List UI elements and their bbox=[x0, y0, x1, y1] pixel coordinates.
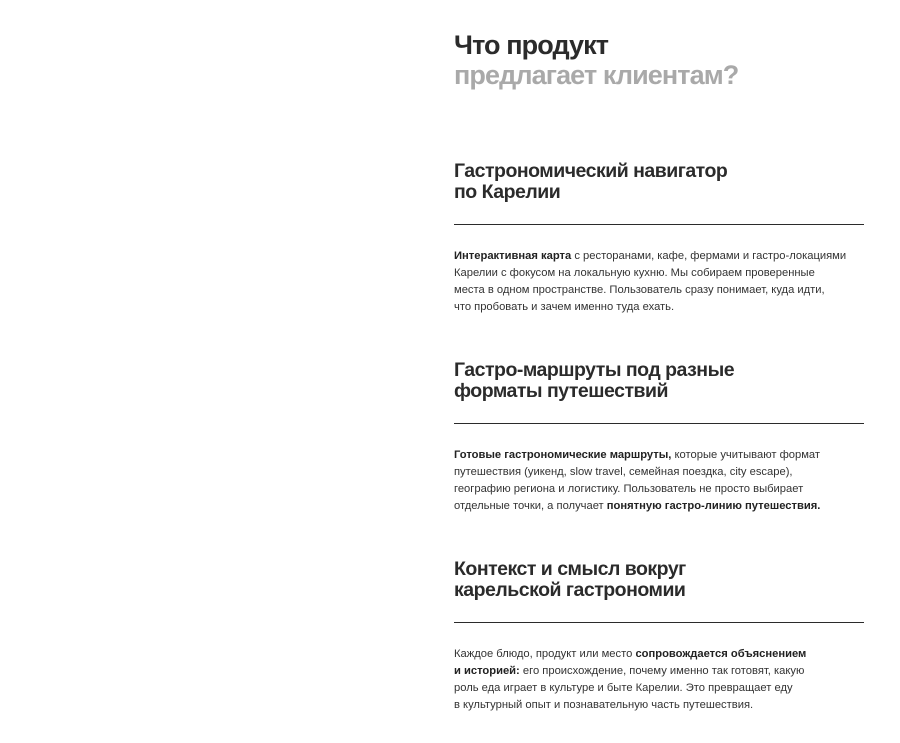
section-heading-line-1: Гастро-маршруты под разные bbox=[454, 359, 735, 381]
section-divider bbox=[454, 423, 864, 424]
body-emphasis: понятную гастро-линию путешествия. bbox=[606, 500, 821, 513]
section-gastro-routes bbox=[454, 359, 864, 513]
body-text: с ресторанами, кафе, фермами и гастро-локациями bbox=[571, 250, 847, 262]
body-text: Каждое блюдо, продукт или место bbox=[454, 648, 636, 660]
section-heading-line-2: по Карелии bbox=[454, 181, 561, 203]
body-line: географию региона и логистику. Пользователь не просто выбирает bbox=[454, 483, 804, 496]
page-title-line-1: Что продукт bbox=[454, 30, 609, 60]
section-heading bbox=[454, 360, 864, 402]
body-text: которые учитывают формат bbox=[671, 449, 821, 461]
section-body bbox=[454, 447, 864, 515]
page-title-line-2: предлагает клиентам? bbox=[454, 60, 739, 90]
section-body bbox=[454, 646, 864, 714]
body-line: Карелии с фокусом на локальную кухню. Мы собираем проверенные bbox=[454, 267, 815, 280]
body-emphasis: сопровождается объяснением bbox=[635, 648, 807, 660]
section-karelian-context bbox=[454, 558, 864, 712]
section-heading-line-1: Гастрономический навигатор bbox=[454, 160, 728, 182]
body-line: путешествия (уикенд, slow travel, семейная поездка, city escape), bbox=[454, 466, 793, 479]
body-line bbox=[454, 498, 864, 515]
section-body bbox=[454, 248, 864, 316]
section-heading bbox=[454, 559, 864, 601]
body-emphasis: и историей: bbox=[454, 665, 520, 678]
body-text: его происхождение, почему именно так готовят, какую bbox=[519, 665, 805, 678]
body-line bbox=[454, 447, 864, 464]
body-line: в культурный опыт и познавательную часть путешествия. bbox=[454, 699, 754, 712]
section-gastro-navigator bbox=[454, 160, 864, 314]
body-line: места в одном пространстве. Пользователь сразу понимает, куда идти, bbox=[454, 284, 825, 297]
section-divider bbox=[454, 224, 864, 225]
section-heading-line-1: Контекст и смысл вокруг bbox=[454, 558, 686, 580]
section-heading bbox=[454, 161, 864, 203]
page-title bbox=[454, 30, 874, 90]
body-line bbox=[454, 663, 864, 680]
section-divider bbox=[454, 622, 864, 623]
body-line: что пробовать и зачем именно туда ехать. bbox=[454, 301, 675, 314]
body-line: роль еда играет в культуре и быте Карелии. Это превращает еду bbox=[454, 682, 793, 695]
body-emphasis: Интерактивная карта bbox=[454, 250, 572, 262]
section-heading-line-2: карельской гастрономии bbox=[454, 579, 686, 601]
body-line bbox=[454, 248, 864, 265]
body-line bbox=[454, 646, 864, 663]
body-text: отдельные точки, а получает bbox=[454, 500, 607, 513]
section-heading-line-2: форматы путешествий bbox=[454, 380, 668, 402]
body-emphasis: Готовые гастрономические маршруты, bbox=[454, 449, 672, 461]
